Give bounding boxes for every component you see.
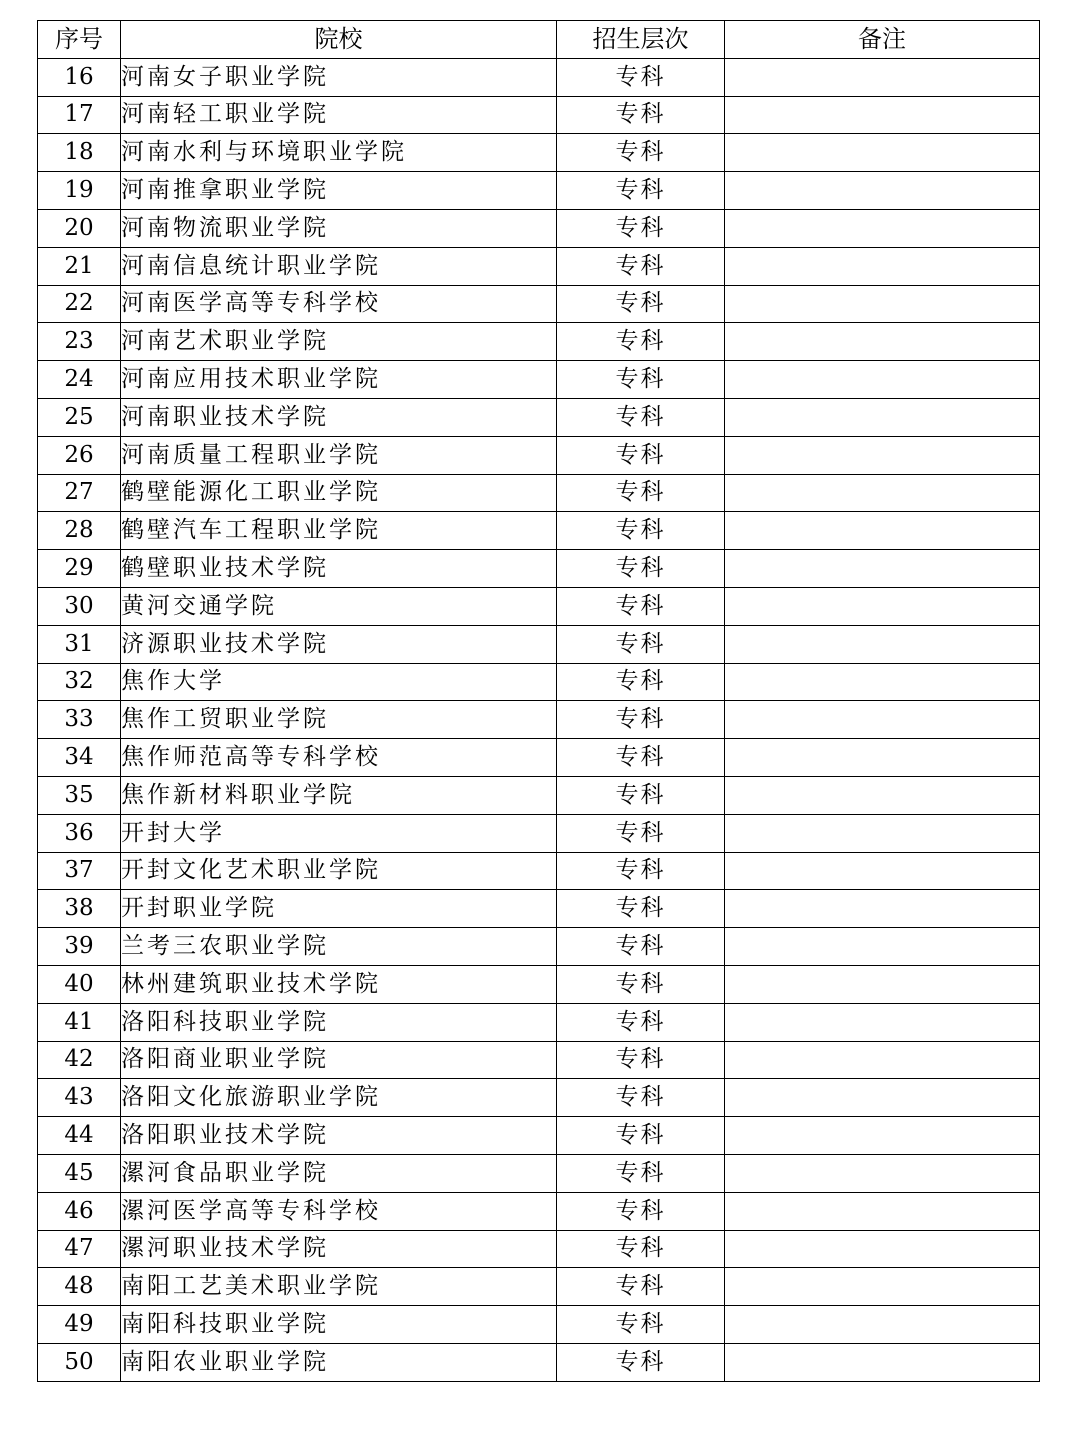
table-row <box>38 663 1040 701</box>
cell-enrollment-level: 专科 <box>557 323 725 361</box>
cell-serial-number: 33 <box>38 701 121 739</box>
cell-remarks <box>725 814 1040 852</box>
table-row <box>38 1117 1040 1155</box>
table-row <box>38 209 1040 247</box>
cell-school-name: 焦作师范高等专科学校 <box>121 739 557 777</box>
cell-school-name: 开封大学 <box>121 814 557 852</box>
cell-remarks <box>725 1343 1040 1381</box>
cell-remarks <box>725 247 1040 285</box>
cell-enrollment-level: 专科 <box>557 1268 725 1306</box>
header-serial-number: 序号 <box>38 21 121 59</box>
cell-serial-number: 17 <box>38 96 121 134</box>
table-header-row <box>38 21 1040 59</box>
table-row <box>38 474 1040 512</box>
cell-school-name: 河南推拿职业学院 <box>121 172 557 210</box>
cell-remarks <box>725 172 1040 210</box>
cell-enrollment-level: 专科 <box>557 663 725 701</box>
cell-school-name: 洛阳商业职业学院 <box>121 1041 557 1079</box>
cell-school-name: 兰考三农职业学院 <box>121 928 557 966</box>
cell-serial-number: 38 <box>38 890 121 928</box>
cell-remarks <box>725 398 1040 436</box>
cell-school-name: 林州建筑职业技术学院 <box>121 965 557 1003</box>
table-row <box>38 1079 1040 1117</box>
table-row <box>38 814 1040 852</box>
cell-serial-number: 28 <box>38 512 121 550</box>
cell-school-name: 南阳科技职业学院 <box>121 1306 557 1344</box>
cell-serial-number: 36 <box>38 814 121 852</box>
cell-remarks <box>725 1079 1040 1117</box>
cell-remarks <box>725 928 1040 966</box>
cell-remarks <box>725 550 1040 588</box>
cell-enrollment-level: 专科 <box>557 398 725 436</box>
table-row <box>38 965 1040 1003</box>
cell-remarks <box>725 1268 1040 1306</box>
cell-remarks <box>725 1117 1040 1155</box>
cell-serial-number: 21 <box>38 247 121 285</box>
cell-remarks <box>725 701 1040 739</box>
cell-enrollment-level: 专科 <box>557 474 725 512</box>
table-row <box>38 1192 1040 1230</box>
cell-remarks <box>725 323 1040 361</box>
table-row <box>38 436 1040 474</box>
cell-remarks <box>725 1003 1040 1041</box>
table-row <box>38 1306 1040 1344</box>
cell-school-name: 河南水利与环境职业学院 <box>121 134 557 172</box>
cell-enrollment-level: 专科 <box>557 625 725 663</box>
cell-school-name: 黄河交通学院 <box>121 587 557 625</box>
cell-school-name: 鹤壁职业技术学院 <box>121 550 557 588</box>
table-row <box>38 512 1040 550</box>
cell-remarks <box>725 1306 1040 1344</box>
table-row <box>38 776 1040 814</box>
table-row <box>38 1003 1040 1041</box>
cell-school-name: 南阳工艺美术职业学院 <box>121 1268 557 1306</box>
table-row <box>38 134 1040 172</box>
cell-serial-number: 48 <box>38 1268 121 1306</box>
table-row <box>38 398 1040 436</box>
cell-school-name: 洛阳职业技术学院 <box>121 1117 557 1155</box>
cell-remarks <box>725 587 1040 625</box>
cell-school-name: 河南医学高等专科学校 <box>121 285 557 323</box>
cell-enrollment-level: 专科 <box>557 1079 725 1117</box>
table-row <box>38 58 1040 96</box>
cell-enrollment-level: 专科 <box>557 890 725 928</box>
cell-serial-number: 46 <box>38 1192 121 1230</box>
cell-remarks <box>725 134 1040 172</box>
cell-school-name: 济源职业技术学院 <box>121 625 557 663</box>
cell-serial-number: 25 <box>38 398 121 436</box>
school-table <box>37 20 1040 1382</box>
cell-serial-number: 30 <box>38 587 121 625</box>
cell-school-name: 漯河医学高等专科学校 <box>121 1192 557 1230</box>
cell-serial-number: 44 <box>38 1117 121 1155</box>
cell-school-name: 南阳农业职业学院 <box>121 1343 557 1381</box>
cell-serial-number: 37 <box>38 852 121 890</box>
cell-school-name: 漯河食品职业学院 <box>121 1154 557 1192</box>
cell-school-name: 河南轻工职业学院 <box>121 96 557 134</box>
cell-school-name: 河南应用技术职业学院 <box>121 361 557 399</box>
cell-serial-number: 23 <box>38 323 121 361</box>
cell-serial-number: 32 <box>38 663 121 701</box>
cell-enrollment-level: 专科 <box>557 1041 725 1079</box>
cell-serial-number: 22 <box>38 285 121 323</box>
cell-enrollment-level: 专科 <box>557 1154 725 1192</box>
cell-remarks <box>725 890 1040 928</box>
cell-remarks <box>725 776 1040 814</box>
cell-enrollment-level: 专科 <box>557 361 725 399</box>
cell-enrollment-level: 专科 <box>557 928 725 966</box>
cell-serial-number: 29 <box>38 550 121 588</box>
cell-school-name: 鹤壁汽车工程职业学院 <box>121 512 557 550</box>
cell-school-name: 河南职业技术学院 <box>121 398 557 436</box>
table-row <box>38 852 1040 890</box>
cell-enrollment-level: 专科 <box>557 814 725 852</box>
cell-school-name: 鹤壁能源化工职业学院 <box>121 474 557 512</box>
cell-enrollment-level: 专科 <box>557 965 725 1003</box>
cell-serial-number: 18 <box>38 134 121 172</box>
table-row <box>38 1268 1040 1306</box>
cell-school-name: 洛阳科技职业学院 <box>121 1003 557 1041</box>
table-row <box>38 361 1040 399</box>
table-row <box>38 1343 1040 1381</box>
cell-serial-number: 42 <box>38 1041 121 1079</box>
table-row <box>38 1230 1040 1268</box>
cell-remarks <box>725 58 1040 96</box>
cell-serial-number: 40 <box>38 965 121 1003</box>
cell-school-name: 焦作工贸职业学院 <box>121 701 557 739</box>
cell-school-name: 河南物流职业学院 <box>121 209 557 247</box>
table-row <box>38 890 1040 928</box>
table-row <box>38 928 1040 966</box>
cell-remarks <box>725 209 1040 247</box>
table-row <box>38 587 1040 625</box>
cell-enrollment-level: 专科 <box>557 1192 725 1230</box>
cell-serial-number: 43 <box>38 1079 121 1117</box>
cell-remarks <box>725 1154 1040 1192</box>
cell-remarks <box>725 852 1040 890</box>
cell-school-name: 河南艺术职业学院 <box>121 323 557 361</box>
cell-serial-number: 39 <box>38 928 121 966</box>
cell-serial-number: 41 <box>38 1003 121 1041</box>
cell-remarks <box>725 663 1040 701</box>
cell-enrollment-level: 专科 <box>557 172 725 210</box>
cell-enrollment-level: 专科 <box>557 134 725 172</box>
cell-remarks <box>725 1230 1040 1268</box>
table-body <box>38 58 1040 1381</box>
cell-remarks <box>725 965 1040 1003</box>
table-row <box>38 285 1040 323</box>
cell-serial-number: 20 <box>38 209 121 247</box>
cell-school-name: 开封职业学院 <box>121 890 557 928</box>
cell-serial-number: 24 <box>38 361 121 399</box>
cell-enrollment-level: 专科 <box>557 1306 725 1344</box>
header-school: 院校 <box>121 21 557 59</box>
cell-school-name: 漯河职业技术学院 <box>121 1230 557 1268</box>
cell-serial-number: 47 <box>38 1230 121 1268</box>
table-row <box>38 550 1040 588</box>
table-row <box>38 1041 1040 1079</box>
cell-enrollment-level: 专科 <box>557 701 725 739</box>
cell-school-name: 洛阳文化旅游职业学院 <box>121 1079 557 1117</box>
table-row <box>38 625 1040 663</box>
cell-school-name: 焦作新材料职业学院 <box>121 776 557 814</box>
cell-enrollment-level: 专科 <box>557 1003 725 1041</box>
cell-enrollment-level: 专科 <box>557 209 725 247</box>
cell-enrollment-level: 专科 <box>557 776 725 814</box>
cell-enrollment-level: 专科 <box>557 852 725 890</box>
cell-enrollment-level: 专科 <box>557 550 725 588</box>
cell-school-name: 河南质量工程职业学院 <box>121 436 557 474</box>
cell-enrollment-level: 专科 <box>557 58 725 96</box>
cell-enrollment-level: 专科 <box>557 739 725 777</box>
cell-school-name: 河南女子职业学院 <box>121 58 557 96</box>
cell-enrollment-level: 专科 <box>557 1117 725 1155</box>
cell-serial-number: 19 <box>38 172 121 210</box>
cell-serial-number: 35 <box>38 776 121 814</box>
header-enrollment-level: 招生层次 <box>557 21 725 59</box>
table-row <box>38 247 1040 285</box>
cell-enrollment-level: 专科 <box>557 285 725 323</box>
table-row <box>38 701 1040 739</box>
cell-serial-number: 45 <box>38 1154 121 1192</box>
cell-remarks <box>725 96 1040 134</box>
cell-enrollment-level: 专科 <box>557 96 725 134</box>
table-row <box>38 1154 1040 1192</box>
cell-enrollment-level: 专科 <box>557 1343 725 1381</box>
cell-remarks <box>725 285 1040 323</box>
cell-enrollment-level: 专科 <box>557 587 725 625</box>
cell-remarks <box>725 512 1040 550</box>
cell-enrollment-level: 专科 <box>557 436 725 474</box>
cell-enrollment-level: 专科 <box>557 247 725 285</box>
cell-remarks <box>725 739 1040 777</box>
cell-remarks <box>725 436 1040 474</box>
school-table-container <box>37 20 1039 1382</box>
cell-remarks <box>725 1041 1040 1079</box>
cell-serial-number: 31 <box>38 625 121 663</box>
cell-serial-number: 34 <box>38 739 121 777</box>
cell-serial-number: 49 <box>38 1306 121 1344</box>
table-row <box>38 739 1040 777</box>
table-row <box>38 172 1040 210</box>
table-row <box>38 96 1040 134</box>
cell-remarks <box>725 361 1040 399</box>
cell-school-name: 河南信息统计职业学院 <box>121 247 557 285</box>
cell-remarks <box>725 625 1040 663</box>
cell-school-name: 焦作大学 <box>121 663 557 701</box>
cell-serial-number: 26 <box>38 436 121 474</box>
table-row <box>38 323 1040 361</box>
cell-enrollment-level: 专科 <box>557 1230 725 1268</box>
cell-remarks <box>725 1192 1040 1230</box>
cell-serial-number: 16 <box>38 58 121 96</box>
cell-remarks <box>725 474 1040 512</box>
cell-serial-number: 27 <box>38 474 121 512</box>
cell-enrollment-level: 专科 <box>557 512 725 550</box>
header-remarks: 备注 <box>725 21 1040 59</box>
cell-serial-number: 50 <box>38 1343 121 1381</box>
cell-school-name: 开封文化艺术职业学院 <box>121 852 557 890</box>
